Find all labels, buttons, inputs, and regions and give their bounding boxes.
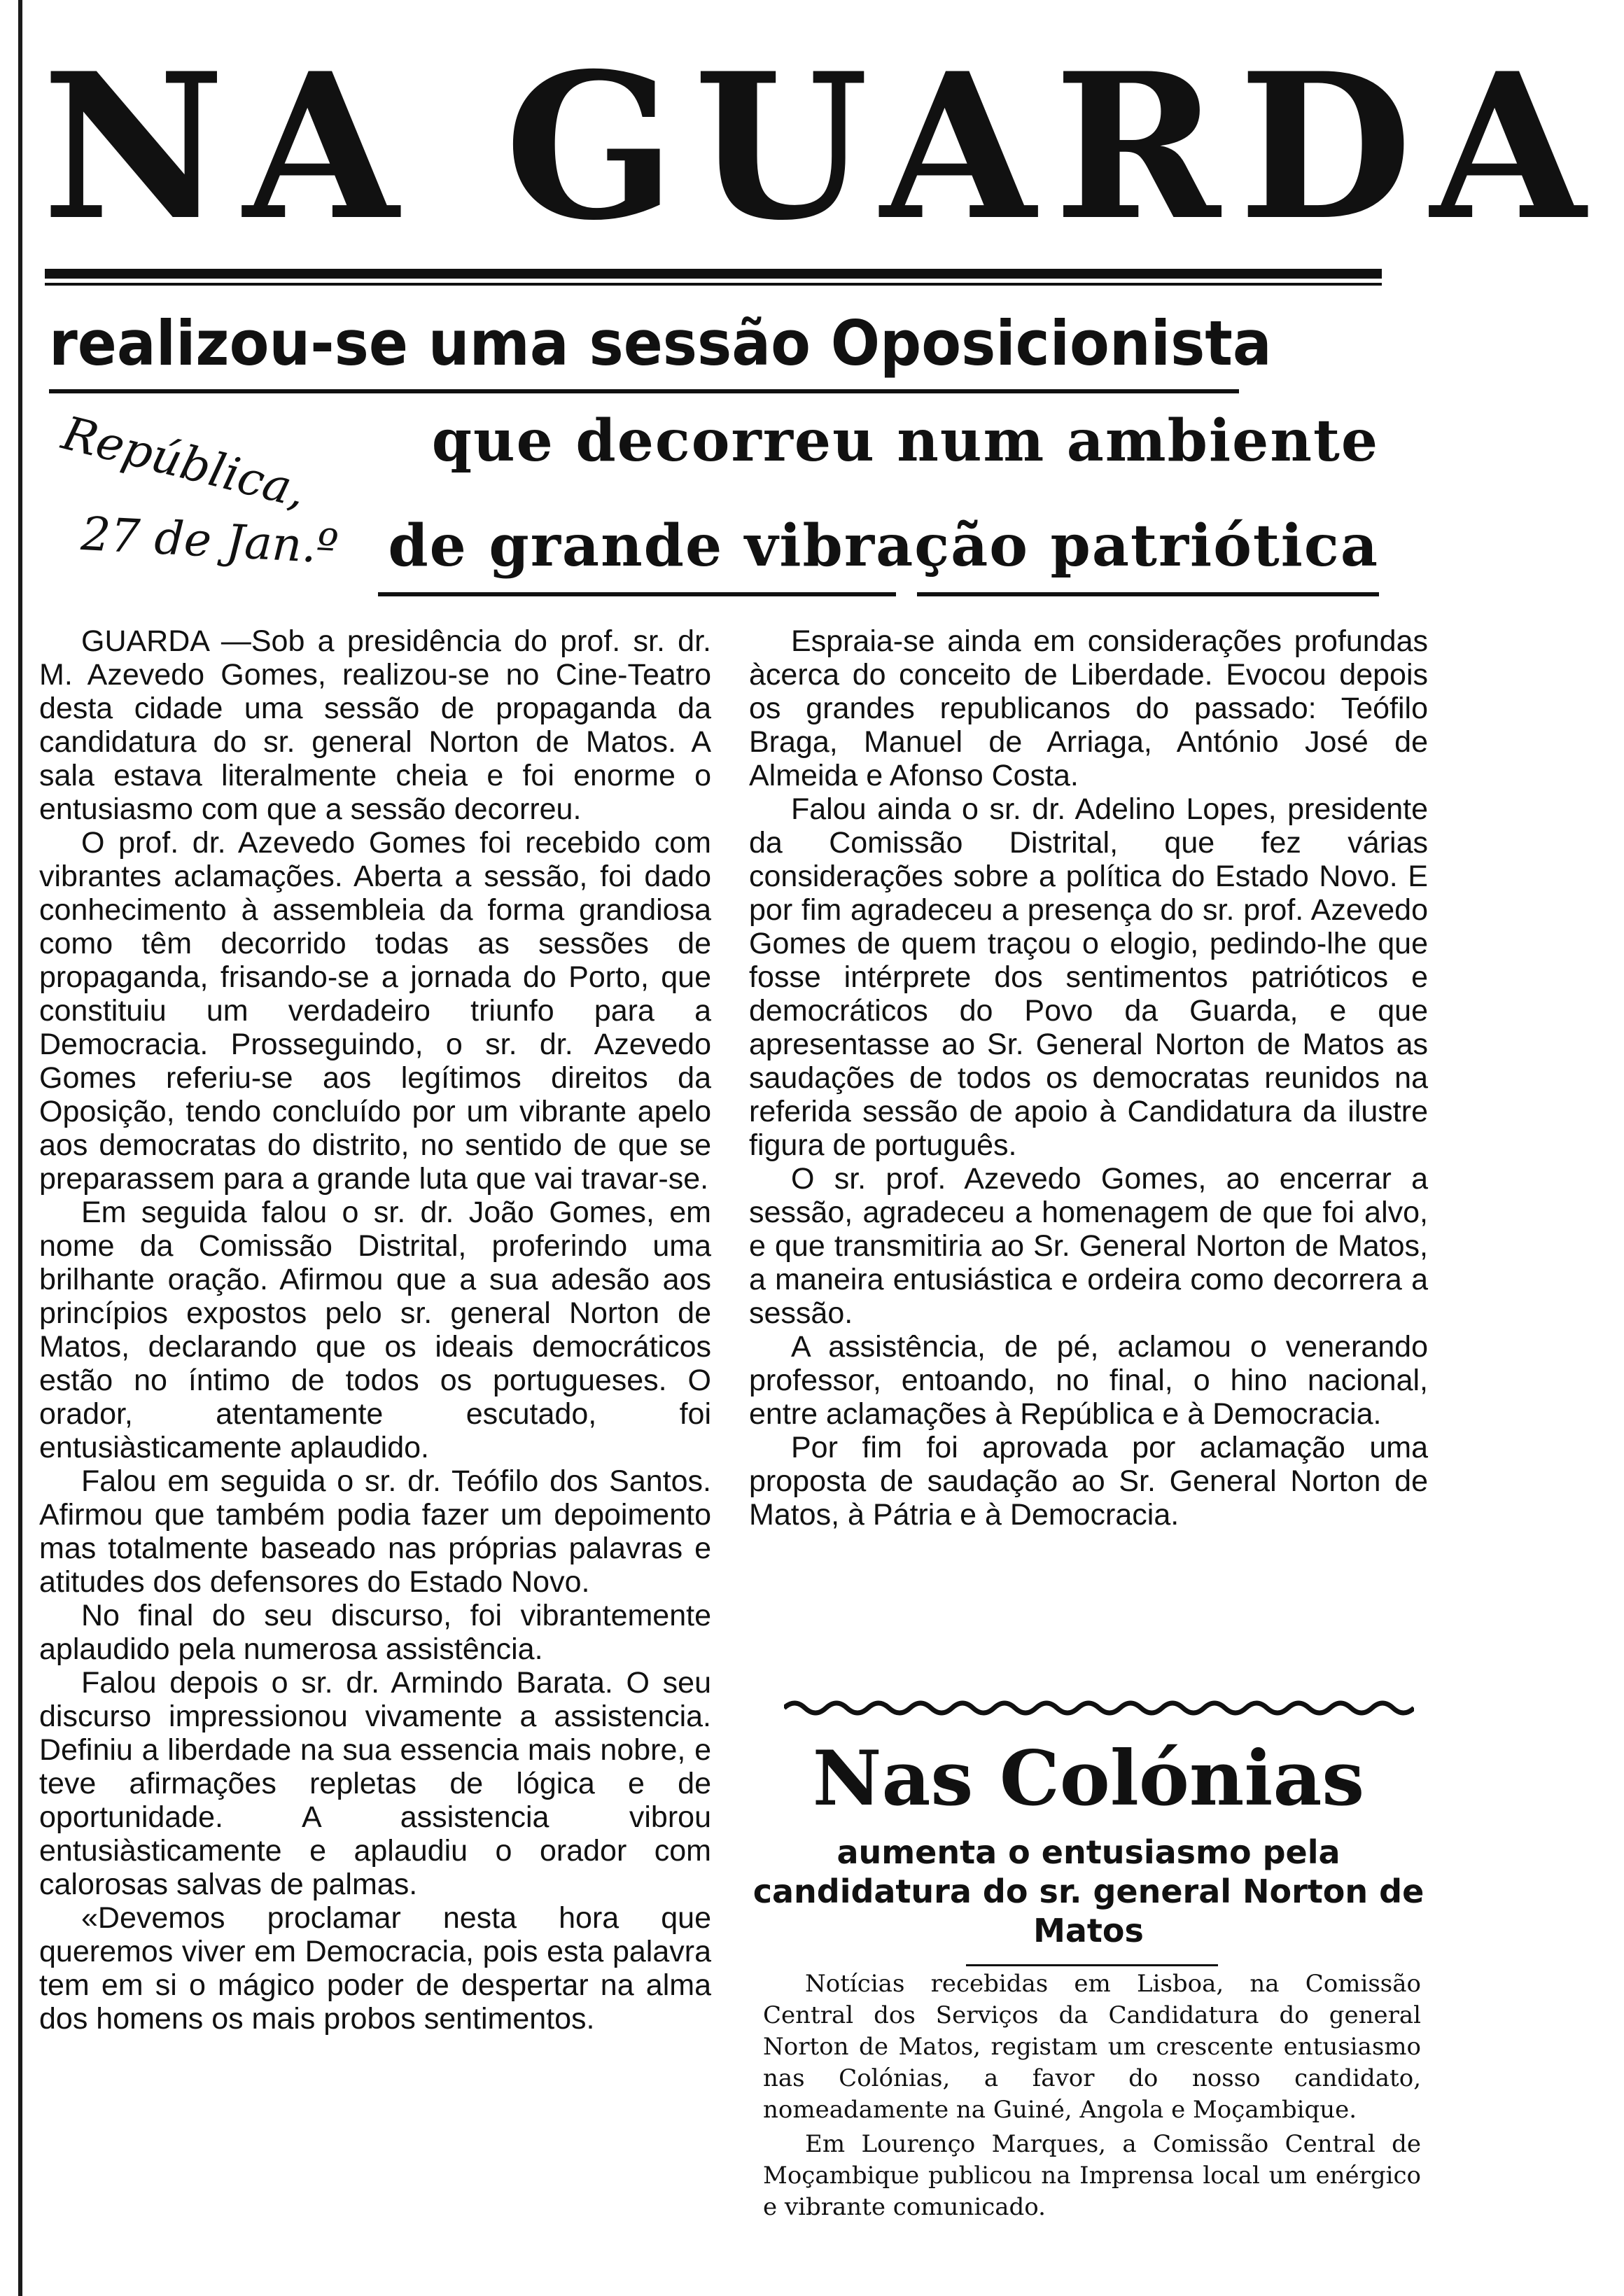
subheadline-2-rule-right bbox=[917, 592, 1379, 596]
paragraph: Espraia-se ainda em considerações profundas àcerca do conceito de Liberdade. Evocou depois os grandes republicanos do passado: Teófilo Braga, Manuel de Arriaga, António José de Almeida e Afonso Costa. bbox=[749, 624, 1428, 792]
paragraph: Em Lourenço Marques, a Comissão Central de Moçambique publicou na Imprensa local um enérgico e vibrante comunicado. bbox=[763, 2130, 1421, 2221]
paragraph: O sr. prof. Azevedo Gomes, ao encerrar a sessão, agradeceu a homenagem de que foi alvo, e que transmitiria ao Sr. General Norton de Matos, a maneira entusiástica e ordeira como decorrera a sessão. bbox=[749, 1162, 1428, 1330]
colonies-title: Nas Colónias bbox=[812, 1735, 1365, 1823]
paragraph: Notícias recebidas em Lisboa, na Comissão Central dos Serviços da Candidatura do general Norton de Matos, registam um crescente entusiasmo nas Colónias, a favor do nosso candidato, nomeadamente na Guiné, Angola e Moçambique. bbox=[763, 1970, 1421, 2124]
paragraph: No final do seu discurso, foi vibrantemente aplaudido pela numerosa assistência. bbox=[39, 1599, 711, 1666]
paragraph: A assistência, de pé, aclamou o venerando professor, entoando, no final, o hino nacional, entre aclamações à República e à Democracia. bbox=[749, 1330, 1428, 1431]
subheadline: realizou-se uma sessão Oposicionista bbox=[49, 307, 1272, 379]
paragraph: O prof. dr. Azevedo Gomes foi recebido com vibrantes aclamações. Aberta a sessão, foi dado conhecimento à assembleia da forma grandiosa como têm decorrido todas as sessões de propaganda, frisando-se a jornada do Porto, que constituiu um verdadeiro triunfo para a Democracia. Prosseguindo, o sr. dr. Azevedo Gomes referiu-se aos legítimos direitos da Oposição, tendo concluído por um vibrante apelo aos democratas do distrito, no sentido de que se preparassem para a grande luta que vai travar-se. bbox=[39, 826, 711, 1196]
paragraph: Por fim foi aprovada por aclamação uma proposta de saudação ao Sr. General Norton de Matos, à Pátria e à Democracia. bbox=[749, 1431, 1428, 1532]
colonies-subtitle: aumenta o entusiasmo pela candidatura do sr. general Norton de Matos bbox=[752, 1833, 1424, 1949]
article-right-column bbox=[749, 624, 1428, 1688]
article-left-column bbox=[39, 624, 711, 2255]
paragraph: Falou em seguida o sr. dr. Teófilo dos Santos. Afirmou que também podia fazer um depoimento mas totalmente baseado nas próprias palavras e atitudes dos defensores do Estado Novo. bbox=[39, 1464, 711, 1599]
subheadline-2-line1: que decorreu num ambiente bbox=[431, 407, 1379, 475]
paragraph: Falou depois o sr. dr. Armindo Barata. O seu discurso impressionou vivamente a assistencia. Definiu a liberdade na sua essencia mais nobre, e teve afirmações repletas de lógica e de oportunidade. A assistencia vibrou entusiàsticamente e aplaudiu o orador com calorosas salvas de palmas. bbox=[39, 1666, 711, 1901]
paragraph: «Devemos proclamar nesta hora que queremos viver em Democracia, pois esta palavra tem em si o mágico poder de despertar na alma dos homens os mais probos sentimentos. bbox=[39, 1901, 711, 2036]
subheadline-rule bbox=[49, 389, 1239, 393]
headline-rule-top bbox=[45, 269, 1382, 279]
handwritten-note-line2: 27 de Jan.º bbox=[79, 507, 340, 575]
subheadline-2-line2: de grande vibração patriótica bbox=[388, 512, 1379, 580]
wavy-divider bbox=[784, 1694, 1414, 1722]
paragraph: Falou ainda o sr. dr. Adelino Lopes, presidente da Comissão Distrital, que fez várias considerações sobre a política do Estado Novo. E por fim agradeceu a presença do sr. prof. Azevedo Gomes de quem traçou o elogio, pedindo-lhe que fosse intérprete dos sentimentos patrióticos e democráticos do Povo da Guarda, e que apresentasse ao Sr. General Norton de Matos as saudações de todos os democratas reunidos na referida sessão de apoio à Candidatura da ilustre figura de português. bbox=[749, 792, 1428, 1162]
subheadline-2-rule-left bbox=[378, 592, 896, 596]
paragraph: GUARDA —Sob a presidência do prof. sr. dr. M. Azevedo Gomes, realizou-se no Cine-Teatro desta cidade uma sessão de propaganda da candidatura do sr. general Norton de Matos. A sala estava literalmente cheia e foi enorme o entusiasmo com que a sessão decorreu. bbox=[39, 624, 711, 826]
paragraph: Em seguida falou o sr. dr. João Gomes, em nome da Comissão Distrital, proferindo uma brilhante oração. Afirmou que a sua adesão aos princípios expostos pelo sr. general Norton de Matos, declarando que os ideais democráticos estão no íntimo de todos os portugueses. O orador, atentamente escutado, foi entusiàsticamente aplaudido. bbox=[39, 1196, 711, 1464]
headline-rule-bottom bbox=[45, 283, 1382, 286]
colonies-subtitle-rule bbox=[966, 1964, 1218, 1966]
page-edge-line bbox=[18, 0, 22, 2296]
colonies-article bbox=[763, 1968, 1421, 2276]
handwritten-note-line1: República, bbox=[57, 406, 312, 519]
headline: NA GUARDA bbox=[42, 29, 1604, 265]
